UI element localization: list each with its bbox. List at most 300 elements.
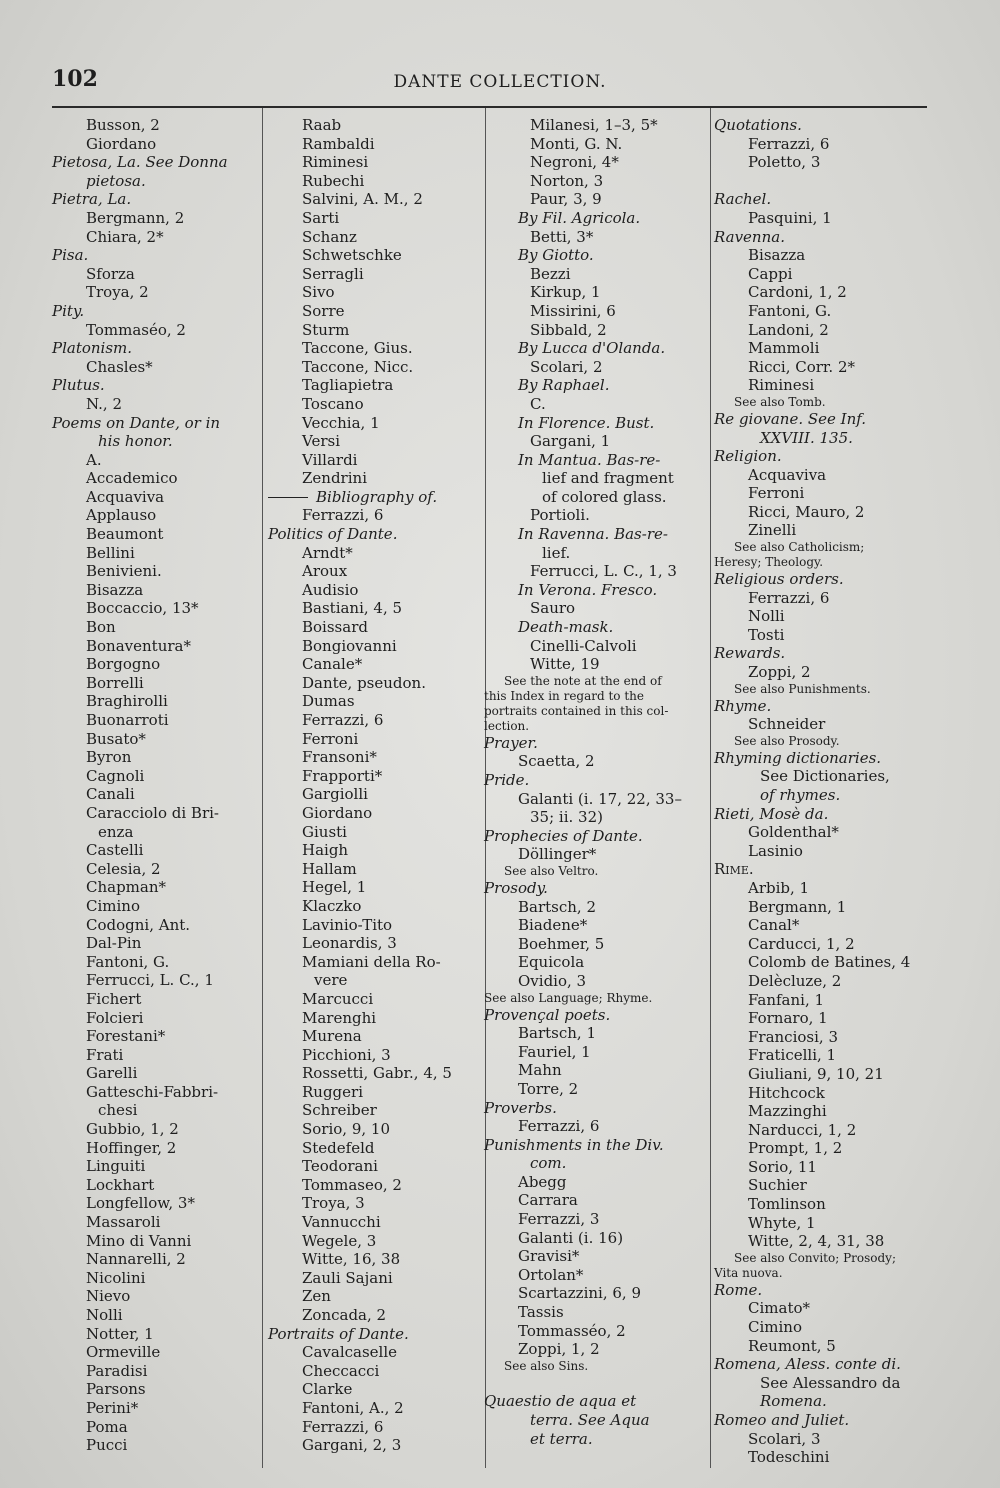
index-entry [484,1374,706,1393]
index-entry: In Ravenna. Bas-re- [518,525,668,544]
index-entry: vere [314,971,348,990]
index-entry: Pietosa, La. See Donna [52,153,228,172]
index-entry: Byron [86,748,132,767]
index-entry: Ferrucci, L. C., 1 [86,971,214,990]
index-entry: Bonaventura* [86,636,191,655]
index-entry: Teodorani [302,1157,378,1176]
index-entry: Fichert [86,989,142,1008]
index-entry: Mazzinghi [748,1102,827,1121]
index-entry: Celesia, 2 [86,859,161,878]
index-entry: Bisazza [86,580,144,599]
index-entry: Ferrazzi, 6 [748,588,830,607]
index-entry: In Verona. Fresco. [518,580,658,599]
index-entry: Prayer. [484,733,538,752]
index-entry: Fraticelli, 1 [748,1046,837,1065]
index-entry: Reumont, 5 [748,1336,836,1355]
index-entry: Ravenna. [714,227,785,246]
index-entry: Versi [302,432,340,451]
index-entry: Rime. [714,860,754,879]
index-entry: Canale* [302,655,363,674]
index-entry: Paradisi [86,1361,148,1380]
index-entry: Checcacci [302,1361,380,1380]
index-entry: Rossetti, Gabr., 4, 5 [302,1064,452,1083]
index-entry: Chapman* [86,878,167,897]
index-entry: lief. [542,543,571,562]
index-entry: Frapporti* [302,766,383,785]
index-entry: Cimino [86,896,140,915]
index-entry: Serragli [302,264,364,283]
index-entry: Ricci, Corr. 2* [748,357,856,376]
index-entry: this Index in regard to the [484,688,644,703]
index-entry: C. [530,394,546,413]
index-entry: Paur, 3, 9 [530,190,602,209]
index-entry: Nolli [748,607,785,626]
index-entry: Garelli [86,1064,138,1083]
index-entry: Delècluze, 2 [748,971,842,990]
index-entry: Ferrazzi, 3 [518,1210,600,1229]
index-entry: Gravisi* [518,1247,580,1266]
index-entry: Witte, 2, 4, 31, 38 [748,1232,885,1251]
index-entry: Mammoli [748,339,820,358]
index-entry: Rubechi [302,171,365,190]
index-entry: Accademico [86,469,178,488]
index-entry: A. [86,450,102,469]
index-entry [268,488,482,507]
index-entry: Leonardis, 3 [302,934,397,953]
index-entry: Fransoni* [302,748,377,767]
index-entry: Taccone, Nicc. [302,357,414,376]
index-entry: Longfellow, 3* [86,1194,195,1213]
index-entry: Rambaldi [302,134,375,153]
index-entry: Kirkup, 1 [530,283,601,302]
index-entry: Pasquini, 1 [748,208,832,227]
index-entry: XXVIII. 135. [760,428,853,447]
index-entry: Borgogno [86,655,161,674]
index-entry: Ruggeri [302,1082,364,1101]
index-entry: Massaroli [86,1213,161,1232]
index-entry: portraits contained in this col- [484,703,669,718]
index-entry: Cimato* [748,1299,810,1318]
index-entry: Vannucchi [302,1213,381,1232]
index-entry: of colored glass. [542,487,667,506]
index-entry: Rieti, Mosè da. [714,804,829,823]
index-entry: Lavinio-Tito [302,915,393,934]
index-column-3 [484,116,706,1448]
index-entry: Sibbald, 2 [530,320,607,339]
index-entry: Prosody. [484,878,548,897]
index-entry: By Lucca d'Olanda. [518,339,666,358]
index-entry: Nannarelli, 2 [86,1250,186,1269]
index-entry: Ormeville [86,1343,161,1362]
index-entry: Landoni, 2 [748,320,829,339]
index-entry: Cimino [748,1318,802,1337]
index-entry: Parsons [86,1380,146,1399]
index-entry: Troya, 3 [302,1194,365,1213]
index-entry: Tomlinson [748,1195,826,1214]
index-entry: Klaczko [302,896,362,915]
index-entry: Ferroni [302,729,359,748]
index-entry: Zendrini [302,469,367,488]
index-entry: Schwetschke [302,246,402,265]
index-entry: Tosti [748,625,785,644]
index-entry: Chasles* [86,357,153,376]
index-entry: Dante, pseudon. [302,673,426,692]
index-entry: Plutus. [52,376,105,395]
index-entry: Villardi [302,450,358,469]
index-entry: Audisio [302,580,359,599]
index-entry: Acquaviva [86,487,165,506]
index-entry: Frati [86,1045,124,1064]
index-entry: Hallam [302,859,357,878]
index-entry: Bastiani, 4, 5 [302,599,403,618]
index-entry: Borrelli [86,673,144,692]
index-entry: Ferrazzi, 6 [302,506,384,525]
index-entry: Torre, 2 [518,1079,579,1098]
index-entry: Hegel, 1 [302,878,367,897]
index-entry: Religion. [714,447,782,466]
index-entry: 35; ii. 32) [530,808,603,827]
index-entry: Re giovane. See Inf. [714,409,867,428]
index-entry: Pity. [52,301,85,320]
index-entry: Döllinger* [518,845,597,864]
index-entry: See Dictionaries, [760,767,890,786]
header-rule [52,106,927,108]
index-entry: Fornaro, 1 [748,1009,828,1028]
index-entry: Rhyming dictionaries. [714,748,882,767]
index-entry: Riminesi [302,153,369,172]
index-entry: Witte, 16, 38 [302,1250,401,1269]
index-entry: Lasinio [748,841,803,860]
index-entry: Schreiber [302,1101,377,1120]
index-entry: Tagliapietra [302,376,394,395]
index-entry: Arndt* [302,543,353,562]
index-entry: Zen [302,1287,331,1306]
index-entry: Prompt, 1, 2 [748,1139,843,1158]
index-entry: Cappi [748,264,793,283]
index-entry: See also Sins. [504,1358,589,1373]
index-entry: Aroux [302,562,348,581]
index-entry: Zoppi, 1, 2 [518,1340,600,1359]
index-entry: Poletto, 3 [748,153,821,172]
index-entry: Fantoni, G. [748,301,832,320]
index-entry: See also Tomb. [734,394,826,409]
index-entry: Scolari, 3 [748,1429,821,1448]
index-entry: Gatteschi-Fabbri- [86,1082,219,1101]
index-entry: Mamiani della Ro- [302,952,441,971]
index-entry: Raab [302,116,342,134]
index-entry: Marcucci [302,989,374,1008]
index-entry: his honor. [98,432,173,451]
index-entry: Busson, 2 [86,116,160,134]
index-entry: See the note at the end of [504,673,662,688]
index-entry: Gargiolli [302,785,368,804]
index-entry: Chiara, 2* [86,227,164,246]
index-entry: Pisa. [52,246,89,265]
index-entry: Narducci, 1, 2 [748,1120,857,1139]
index-entry: Canali [86,785,135,804]
index-entry: Equicola [518,953,585,972]
index-entry: Ferrazzi, 6 [518,1117,600,1136]
index-entry: Salvini, A. M., 2 [302,190,423,209]
index-entry: Boccaccio, 13* [86,599,199,618]
index-entry: Portioli. [530,506,590,525]
index-entry: Ovidio, 3 [518,971,587,990]
index-entry: Troya, 2 [86,283,149,302]
index-entry: Poma [86,1417,128,1436]
index-entry: Tommasséo, 2 [518,1321,626,1340]
index-entry: Gargani, 1 [530,432,611,451]
index-entry: Bartsch, 1 [518,1024,597,1043]
index-entry: Sauro [530,599,576,618]
index-entry: Dal-Pin [86,934,142,953]
index-entry: Zoppi, 2 [748,663,811,682]
index-entry: Cardoni, 1, 2 [748,283,847,302]
index-entry: Poems on Dante, or in [52,413,221,432]
index-entry: Ferrazzi, 6 [302,1417,384,1436]
index-entry: Gargani, 2, 3 [302,1436,402,1455]
index-entry: Tommaseo, 2 [302,1175,402,1194]
index-entry: Acquaviva [748,465,827,484]
index-entry: See Alessandro da [760,1373,901,1392]
index-entry: Giordano [302,803,373,822]
index-entry: Bartsch, 2 [518,897,597,916]
index-entry: Linguiti [86,1157,146,1176]
index-entry: Notter, 1 [86,1324,154,1343]
index-entry: Vita nuova. [714,1265,783,1280]
index-entry: Politics of Dante. [268,525,398,544]
index-entry: Bisazza [748,246,806,265]
index-entry: Negroni, 4* [530,153,619,172]
index-entry: Beaumont [86,525,164,544]
index-entry: Applauso [86,506,157,525]
running-head: DANTE COLLECTION. [393,72,607,92]
index-entry: terra. See Aqua [530,1411,650,1429]
index-entry: Bergmann, 1 [748,897,847,916]
index-entry: Murena [302,1027,362,1046]
index-entry: Giordano [86,134,157,153]
index-entry: Codogni, Ant. [86,915,191,934]
index-entry: Pucci [86,1436,128,1455]
index-entry: Vecchia, 1 [302,413,380,432]
index-entry: chesi [98,1101,138,1120]
index-entry: Zauli Sajani [302,1268,393,1287]
index-entry: Death-mask. [518,618,614,637]
index-entry: Cavalcaselle [302,1343,398,1362]
index-entry: Boehmer, 5 [518,934,605,953]
index-entry: Braghirolli [86,692,168,711]
index-entry: Quotations. [714,116,802,134]
index-entry: Carrara [518,1191,578,1210]
index-entry: Biadene* [518,916,588,935]
index-entry: Hitchcock [748,1083,825,1102]
index-entry: Cagnoli [86,766,145,785]
index-entry: Galanti (i. 17, 22, 33– [518,789,682,808]
index-column-4 [714,116,946,1467]
index-entry: Cinelli-Calvoli [530,636,637,655]
index-entry: Bellini [86,543,135,562]
index-entry: N., 2 [86,394,123,413]
index-entry: Ortolan* [518,1265,584,1284]
index-entry: Sorio, 11 [748,1157,817,1176]
index-entry: Arbib, 1 [748,878,810,897]
index-entry: Prophecies of Dante. [484,826,643,845]
index-column-1 [52,116,258,1455]
index-entry: Dumas [302,692,355,711]
index-entry: Witte, 19 [530,655,600,674]
index-entry: Sturm [302,320,350,339]
index-entry: of rhymes. [760,786,841,804]
index-entry: Betti, 3* [530,227,594,246]
index-entry: Missirini, 6 [530,301,616,320]
index-entry: Ferroni [748,484,805,503]
index-entry: Stedefeld [302,1138,375,1157]
index-entry: Bezzi [530,264,571,283]
index-entry: Boissard [302,618,368,637]
ditto-rule [268,497,308,498]
index-entry: Ferrazzi, 6 [748,134,830,153]
index-entry: Canal* [748,916,800,935]
index-entry: Bongiovanni [302,636,397,655]
index-entry: Galanti (i. 16) [518,1228,624,1247]
index-entry: Nievo [86,1287,131,1306]
index-entry: See also Catholicism; [734,540,865,555]
index-entry: Toscano [302,394,364,413]
index-entry: Ricci, Mauro, 2 [748,502,865,521]
index-entry: et terra. [530,1429,593,1448]
index-entry: Marenghi [302,1008,377,1027]
index-entry: Proverbs. [484,1098,557,1117]
index-entry: Mino di Vanni [86,1231,192,1250]
index-entry: Goldenthal* [748,823,839,842]
index-entry: Provençal poets. [484,1005,611,1024]
index-entry: Religious orders. [714,570,844,589]
index-entry-text: Bibliography of. [316,487,438,506]
index-entry: Abegg [518,1172,567,1191]
index-entry: Fantoni, A., 2 [302,1398,404,1417]
index-entry: Scartazzini, 6, 9 [518,1284,641,1303]
index-entry: Scaetta, 2 [518,752,595,771]
index-entry: Castelli [86,841,144,860]
index-entry: See also Convito; Prosody; [734,1250,897,1265]
index-entry: See also Veltro. [504,863,599,878]
index-entry: Lockhart [86,1175,155,1194]
index-entry: Romena. [760,1392,827,1411]
page-number: 102 [52,66,98,92]
index-entry: Folcieri [86,1008,144,1027]
index-entry: Romena, Aless. conte di. [714,1355,901,1374]
index-entry: See also Punishments. [734,681,871,696]
index-entry: Perini* [86,1398,139,1417]
index-entry: Romeo and Juliet. [714,1411,850,1429]
index-entry: Nicolini [86,1268,146,1287]
index-entry: Carducci, 1, 2 [748,934,855,953]
index-entry: Norton, 3 [530,171,604,190]
index-entry: pietosa. [86,171,146,190]
index-entry: See also Language; Rhyme. [484,990,653,1005]
index-entry: com. [530,1154,567,1173]
index-entry: Franciosi, 3 [748,1027,838,1046]
index-entry: Punishments in the Div. [484,1135,664,1154]
index-entry: Colomb de Batines, 4 [748,953,911,972]
index-entry: Rachel. [714,190,772,209]
column-divider [710,108,711,1468]
index-entry: Giuliani, 9, 10, 21 [748,1064,884,1083]
index-entry: Heresy; Theology. [714,555,824,570]
index-entry: Fanfani, 1 [748,990,825,1009]
index-entry: Sarti [302,208,340,227]
index-entry: By Fil. Agricola. [518,208,641,227]
index-entry: Portraits of Dante. [268,1324,409,1343]
index-entry: Taccone, Gius. [302,339,413,358]
index-entry: Pietra, La. [52,190,132,209]
index-entry: Clarke [302,1380,353,1399]
index-entry: Scolari, 2 [530,357,603,376]
index-entry: Zinelli [748,521,797,540]
index-entry: Nolli [86,1306,123,1324]
index-entry: Picchioni, 3 [302,1045,391,1064]
index-entry: Rome. [714,1280,763,1299]
index-entry: Hoffinger, 2 [86,1138,177,1157]
index-entry: Suchier [748,1176,807,1195]
index-entry: Sorre [302,301,345,320]
index-entry: enza [98,822,134,841]
index-entry: Benivieni. [86,562,162,581]
index-entry: Forestani* [86,1027,166,1046]
index-entry: Sivo [302,283,335,302]
index-entry: Zoncada, 2 [302,1306,387,1324]
index-entry: Whyte, 1 [748,1213,816,1232]
index-entry: Sorio, 9, 10 [302,1120,391,1139]
index-entry: By Giotto. [518,246,594,265]
index-entry: Fauriel, 1 [518,1042,591,1061]
index-entry: Tommaséo, 2 [86,320,186,339]
index-entry: Quaestio de aqua et [484,1392,637,1411]
index-entry: Bon [86,618,116,637]
index-entry: Fantoni, G. [86,952,170,971]
index-entry: See also Prosody. [734,733,840,748]
index-entry: Buonarroti [86,711,169,729]
index-entry: Pride. [484,771,530,789]
index-entry: Rewards. [714,644,786,663]
index-entry: Caracciolo di Bri- [86,803,219,822]
index-entry: Schanz [302,227,357,246]
index-entry: Monti, G. N. [530,134,623,153]
index-entry: Milanesi, 1–3, 5* [530,116,658,134]
index-entry: Gubbio, 1, 2 [86,1120,179,1139]
column-divider [262,108,263,1468]
index-entry [714,172,946,191]
index-entry: Schneider [748,715,826,734]
index-entry: Todeschini [748,1448,830,1467]
index-entry: Mahn [518,1061,562,1080]
index-entry: Riminesi [748,376,815,395]
index-entry: In Mantua. Bas-re- [518,450,661,469]
index-entry: Ferrucci, L. C., 1, 3 [530,562,677,581]
index-entry: Wegele, 3 [302,1231,377,1250]
index-entry: lection. [484,718,530,733]
index-entry: Ferrazzi, 6 [302,711,384,729]
index-entry: Rhyme. [714,696,772,715]
index-entry: By Raphael. [518,376,610,395]
index-entry: Giusti [302,822,347,841]
index-entry: Busato* [86,729,146,748]
index-entry: In Florence. Bust. [518,413,655,432]
index-entry: Platonism. [52,339,133,358]
index-entry: Tassis [518,1303,564,1322]
index-column-2 [268,116,482,1455]
index-entry: Haigh [302,841,349,860]
index-entry: lief and fragment [542,469,674,488]
